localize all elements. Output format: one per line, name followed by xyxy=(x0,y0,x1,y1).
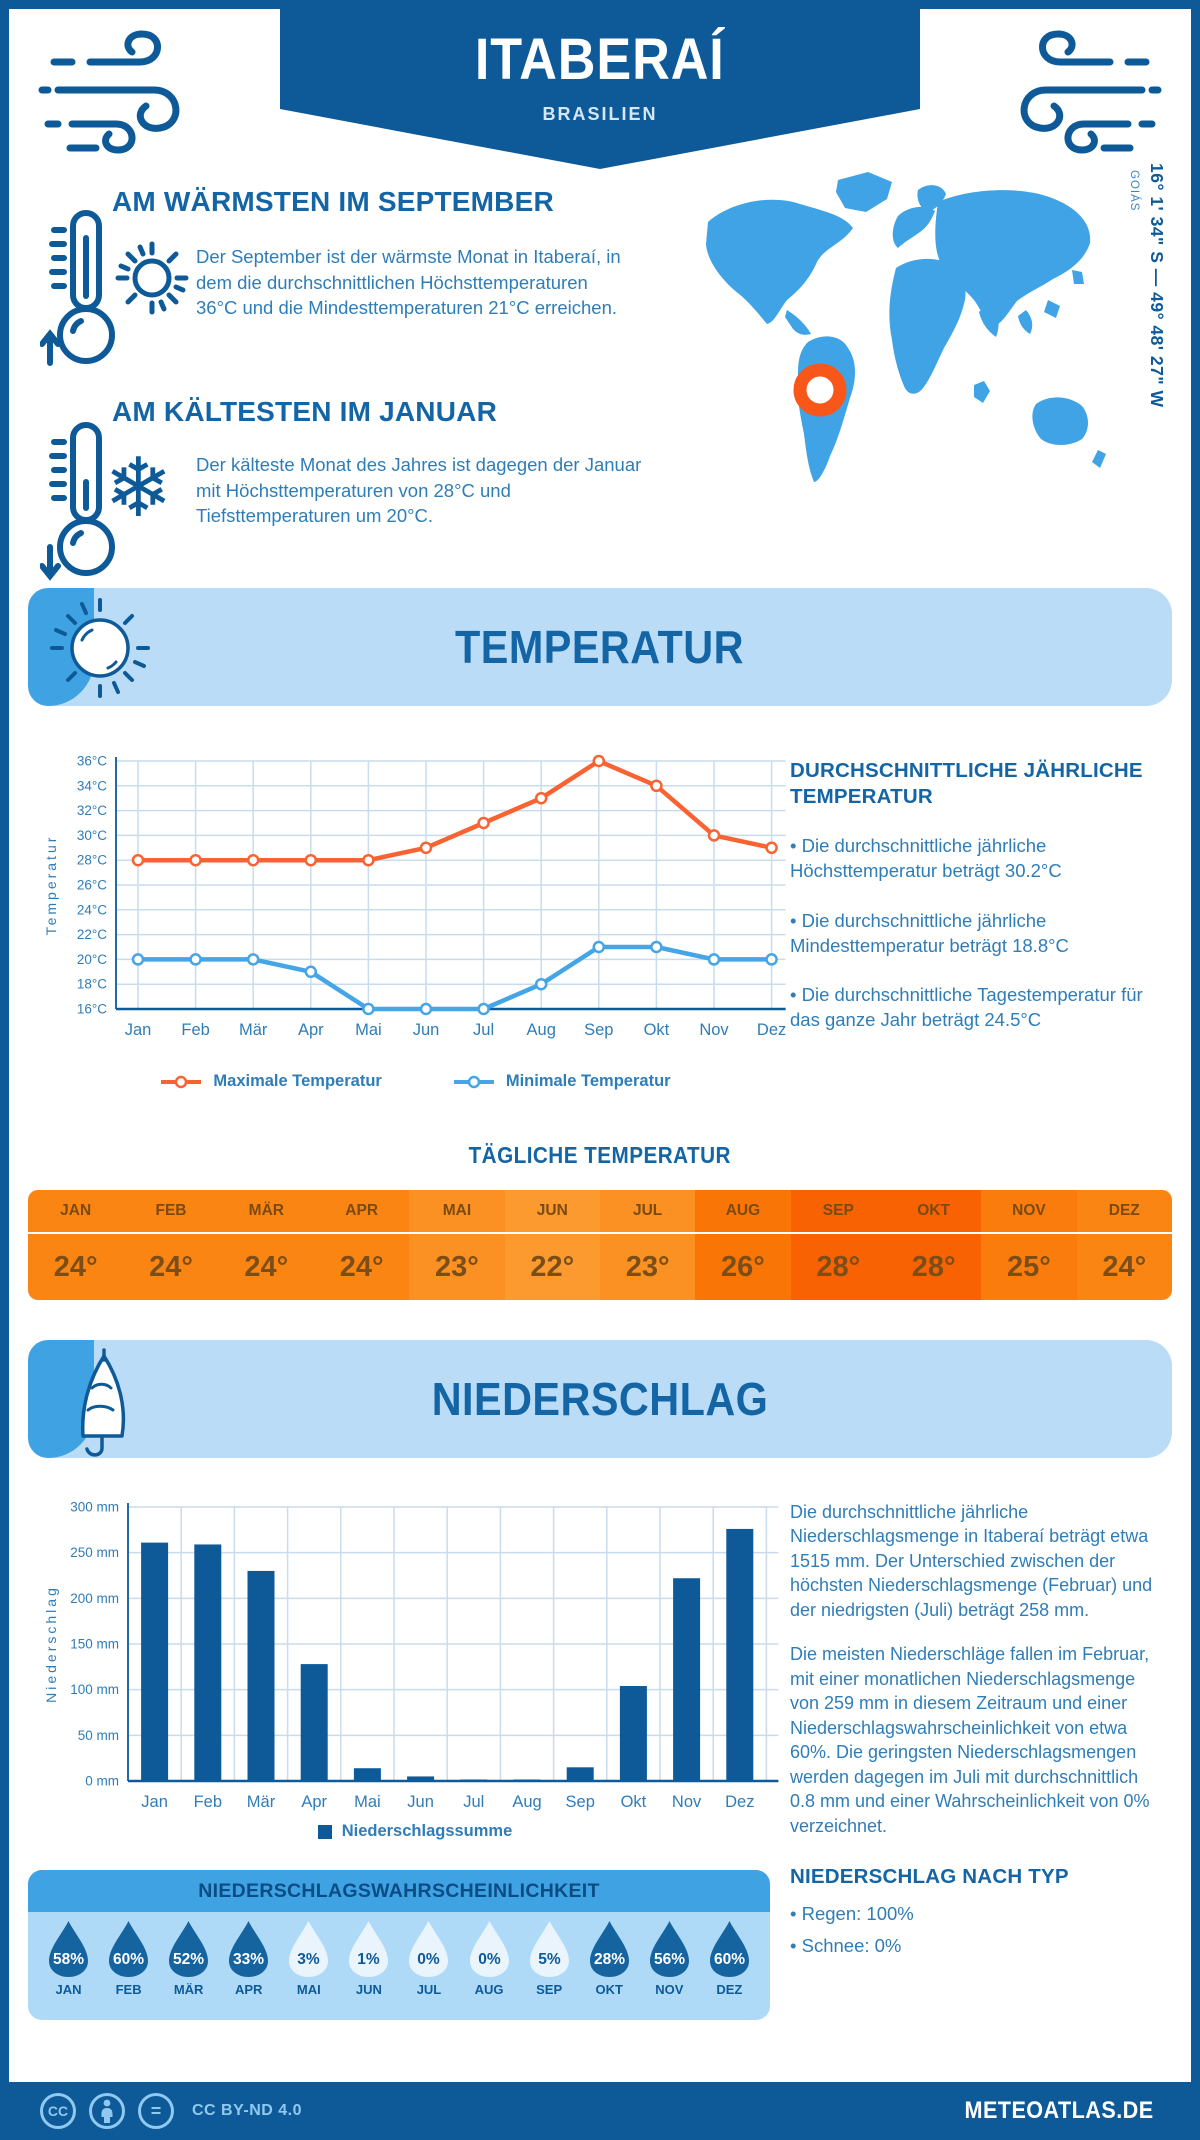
svg-text:30°C: 30°C xyxy=(76,827,107,843)
frame-right xyxy=(1191,0,1200,2140)
temperature-section-title: TEMPERATUR xyxy=(455,621,745,673)
probability-droplet-slot xyxy=(525,1920,574,1997)
daily-table-month: AUG xyxy=(695,1190,790,1234)
svg-text:Nov: Nov xyxy=(671,1793,702,1811)
list-item: Die meisten Niederschläge fallen im Februar, mit einer monatlichen Niederschlagsmenge von 259 mm in diesem Zeitraum und einer Niederschlagswahrscheinlichkeit von etwa 60%. Die geringsten Niederschlagsmengen werden dagegen im Juli mit durchschnittlich 0.8 mm und einer Wahrscheinlichkeit von 0% verzeichnet. xyxy=(790,1644,1150,1836)
annual-temperature-bullets xyxy=(790,833,1168,1032)
probability-droplet-slot xyxy=(164,1920,213,1997)
probability-month-label: JUL xyxy=(416,1982,442,1997)
svg-text:300 mm: 300 mm xyxy=(70,1499,119,1515)
daily-table-month: MAI xyxy=(409,1190,504,1234)
svg-text:1%: 1% xyxy=(357,1951,381,1968)
page-subtitle: BRASILIEN xyxy=(542,104,658,124)
world-map xyxy=(690,150,1130,525)
svg-text:33%: 33% xyxy=(233,1951,265,1968)
svg-text:5%: 5% xyxy=(537,1951,561,1968)
legend-item: Niederschlagssumme xyxy=(318,1822,513,1841)
daily-table-month: FEB xyxy=(123,1190,218,1234)
svg-text:Apr: Apr xyxy=(301,1793,328,1811)
svg-text:3%: 3% xyxy=(297,1951,321,1968)
svg-text:250 mm: 250 mm xyxy=(70,1545,119,1561)
frame-top xyxy=(0,0,1200,9)
coldest-text: Der kälteste Monat des Jahres ist dagegen der Januar mit Höchsttemperaturen von 28°C und Tiefsttemperaturen um 20°C. xyxy=(196,454,642,527)
license-label: CC BY-ND 4.0 xyxy=(192,2102,303,2119)
daily-table-column xyxy=(791,1190,886,1300)
probability-month-label: OKT xyxy=(595,1982,623,1997)
probability-droplet-slot xyxy=(104,1920,153,1997)
svg-text:Okt: Okt xyxy=(620,1793,647,1811)
probability-month-label: SEP xyxy=(536,1982,563,1997)
svg-text:60%: 60% xyxy=(113,1951,145,1968)
svg-text:Mär: Mär xyxy=(238,1021,268,1039)
raindrop-icon xyxy=(646,1920,693,1978)
svg-text:22°C: 22°C xyxy=(76,927,107,943)
svg-text:16°C: 16°C xyxy=(76,1001,107,1017)
svg-text:60%: 60% xyxy=(713,1951,745,1968)
daily-table-value: 28° xyxy=(911,1250,956,1283)
daily-table-column xyxy=(600,1190,695,1300)
raindrop-icon xyxy=(586,1920,633,1978)
daily-table-month: OKT xyxy=(886,1190,981,1234)
daily-temperature-title: TÄGLICHE TEMPERATUR xyxy=(468,1142,732,1168)
probability-month-label: APR xyxy=(235,1982,263,1997)
sun-banner-icon xyxy=(48,596,152,700)
svg-text:26°C: 26°C xyxy=(76,877,107,893)
probability-month-label: MÄR xyxy=(173,1982,204,1997)
svg-text:34°C: 34°C xyxy=(76,778,107,794)
precipitation-probability-title: NIEDERSCHLAGSWAHRSCHEINLICHKEIT xyxy=(28,1870,770,1912)
svg-text:56%: 56% xyxy=(653,1951,685,1968)
region-label: GOIÁS xyxy=(1128,170,1140,212)
svg-text:Sep: Sep xyxy=(565,1793,595,1811)
svg-text:Nov: Nov xyxy=(699,1021,729,1039)
precipitation-text-block xyxy=(790,1500,1168,1962)
daily-table-column xyxy=(314,1190,409,1300)
probability-droplet-slot xyxy=(404,1920,453,1997)
list-item: • Schnee: 0% xyxy=(790,1935,902,1957)
svg-text:0 mm: 0 mm xyxy=(85,1773,119,1789)
daily-table-month: NOV xyxy=(981,1190,1076,1234)
svg-text:Dez: Dez xyxy=(725,1793,755,1811)
list-item: Die durchschnittliche jährliche Niederschlagsmenge in Itaberaí beträgt etwa 1515 mm. Der Unterschied zwischen der höchsten Niederschlagsmenge (Februar) und der niedrigsten (Juli) beträgt 258 mm. xyxy=(790,1502,1153,1620)
svg-text:Jan: Jan xyxy=(124,1021,152,1039)
svg-text:28%: 28% xyxy=(593,1951,625,1968)
frame-left xyxy=(0,0,9,2140)
probability-month-label: FEB xyxy=(115,1982,142,1997)
probability-droplet-slot xyxy=(585,1920,634,1997)
svg-text:100 mm: 100 mm xyxy=(70,1682,119,1698)
daily-table-value: 24° xyxy=(1102,1250,1147,1283)
svg-text:0%: 0% xyxy=(477,1951,501,1968)
raindrop-icon xyxy=(225,1920,272,1978)
svg-text:Sep: Sep xyxy=(584,1021,614,1039)
daily-table-value: 23° xyxy=(625,1250,670,1283)
daily-table-value: 22° xyxy=(530,1250,575,1283)
raindrop-icon xyxy=(526,1920,573,1978)
precipitation-chart xyxy=(40,1485,790,1815)
svg-text:Niederschlag: Niederschlag xyxy=(43,1585,59,1703)
temperature-chart xyxy=(40,745,790,1057)
daily-table-value: 23° xyxy=(435,1250,479,1283)
warmest-heading: AM WÄRMSTEN IM SEPTEMBER xyxy=(112,186,554,217)
daily-table-month: MÄR xyxy=(219,1190,314,1234)
daily-table-column xyxy=(981,1190,1076,1300)
precipitation-probability-panel xyxy=(28,1870,770,2020)
svg-text:24°C: 24°C xyxy=(76,902,107,918)
coordinates-label: 16° 1' 34" S — 49° 48' 27" W xyxy=(1147,163,1167,408)
svg-text:Mai: Mai xyxy=(355,1021,382,1039)
svg-text:18°C: 18°C xyxy=(76,976,107,992)
raindrop-icon xyxy=(105,1920,152,1978)
list-item: • Die durchschnittliche Tagestemperatur für das ganze Jahr beträgt 24.5°C xyxy=(790,983,1143,1031)
daily-table-value: 25° xyxy=(1007,1250,1051,1283)
raindrop-icon xyxy=(285,1920,332,1978)
svg-text:36°C: 36°C xyxy=(76,753,107,769)
daily-table-value: 24° xyxy=(53,1250,98,1283)
raindrop-icon xyxy=(466,1920,513,1978)
daily-table-column xyxy=(1077,1190,1172,1300)
svg-text:150 mm: 150 mm xyxy=(70,1636,119,1652)
precipitation-probability-droplets xyxy=(28,1912,770,1997)
svg-text:Temperatur: Temperatur xyxy=(43,834,59,936)
probability-droplet-slot xyxy=(645,1920,694,1997)
probability-month-label: AUG xyxy=(474,1982,504,1997)
probability-month-label: NOV xyxy=(655,1982,684,1997)
annual-temperature-heading: DURCHSCHNITTLICHE JÄHRLICHE TEMPERATUR xyxy=(790,759,1143,808)
daily-table-column xyxy=(28,1190,123,1300)
daily-table-month: JUN xyxy=(505,1190,600,1234)
svg-text:Jul: Jul xyxy=(463,1793,485,1811)
svg-text:Mai: Mai xyxy=(354,1793,381,1811)
list-item: • Regen: 100% xyxy=(790,1902,914,1924)
daily-table-value: 28° xyxy=(816,1250,861,1283)
precipitation-section-title: NIEDERSCHLAG xyxy=(431,1373,769,1425)
svg-text:Jun: Jun xyxy=(412,1021,440,1039)
daily-table-value: 24° xyxy=(339,1250,384,1283)
precipitation-paragraphs xyxy=(790,1500,1168,1838)
precipitation-by-type-bullets xyxy=(790,1898,1168,1963)
svg-text:Jul: Jul xyxy=(473,1021,495,1039)
annual-temperature-block xyxy=(790,758,1168,1032)
cc-icons xyxy=(40,2093,174,2129)
warmest-text: Der September ist der wärmste Monat in Itaberaí, in dem die durchschnittlichen Höchsttemperaturen 36°C und die Mindesttemperaturen 21°C erreichen. xyxy=(196,246,621,319)
daily-table-month: SEP xyxy=(791,1190,886,1234)
daily-table-month: DEZ xyxy=(1077,1190,1172,1234)
snowflake-icon: ❄ xyxy=(104,443,173,534)
svg-text:58%: 58% xyxy=(52,1951,85,1968)
daily-table-column xyxy=(409,1190,504,1300)
raindrop-icon xyxy=(165,1920,212,1978)
svg-text:Feb: Feb xyxy=(193,1793,223,1811)
probability-droplet-slot xyxy=(284,1920,333,1997)
daily-table-value: 26° xyxy=(721,1250,765,1283)
precipitation-by-type-heading: NIEDERSCHLAG NACH TYP xyxy=(790,1865,1069,1889)
raindrop-icon xyxy=(45,1920,92,1978)
legend-item: Maximale Temperatur xyxy=(159,1072,381,1091)
probability-month-label: JUN xyxy=(355,1982,382,1997)
svg-text:200 mm: 200 mm xyxy=(70,1590,119,1606)
svg-text:20°C: 20°C xyxy=(76,951,107,967)
probability-droplet-slot xyxy=(465,1920,514,1997)
raindrop-icon xyxy=(405,1920,452,1978)
raindrop-icon xyxy=(706,1920,753,1978)
sun-icon xyxy=(112,238,192,318)
svg-text:Apr: Apr xyxy=(297,1021,324,1039)
probability-month-label: DEZ xyxy=(716,1982,743,1997)
umbrella-icon xyxy=(52,1348,152,1460)
probability-month-label: JAN xyxy=(55,1982,82,1997)
cc-by-person-icon xyxy=(89,2093,125,2129)
daily-table-column xyxy=(505,1190,600,1300)
svg-text:Jun: Jun xyxy=(407,1793,434,1811)
daily-table-column xyxy=(219,1190,314,1300)
coldest-heading: AM KÄLTESTEN IM JANUAR xyxy=(112,396,497,427)
wind-icon-right xyxy=(962,20,1162,170)
list-item: • Die durchschnittliche jährliche Höchsttemperatur beträgt 30.2°C xyxy=(790,835,1062,882)
svg-text:Dez: Dez xyxy=(756,1021,787,1039)
list-item: • Die durchschnittliche jährliche Mindesttemperatur beträgt 18.8°C xyxy=(790,909,1069,956)
site-label: METEOATLAS.DE xyxy=(964,2097,1154,2124)
daily-table-month: JAN xyxy=(28,1190,123,1234)
svg-text:32°C: 32°C xyxy=(76,803,107,819)
svg-text:52%: 52% xyxy=(173,1951,205,1968)
svg-text:0%: 0% xyxy=(417,1951,441,1968)
daily-table-month: APR xyxy=(314,1190,409,1234)
svg-text:28°C: 28°C xyxy=(76,852,107,868)
daily-temperature-table xyxy=(28,1190,1172,1300)
legend-item: Minimale Temperatur xyxy=(452,1072,671,1091)
temperature-section-banner xyxy=(28,588,1172,706)
probability-droplet-slot xyxy=(44,1920,93,1997)
probability-droplet-slot xyxy=(705,1920,754,1997)
precipitation-section-banner xyxy=(28,1340,1172,1458)
daily-table-column xyxy=(886,1190,981,1300)
wind-icon-left xyxy=(38,20,238,170)
daily-table-month: JUL xyxy=(600,1190,695,1234)
raindrop-icon xyxy=(345,1920,392,1978)
daily-table-column xyxy=(695,1190,790,1300)
svg-text:Aug: Aug xyxy=(526,1021,556,1039)
precipitation-chart-legend xyxy=(40,1822,790,1841)
page-title: ITABERAÍ xyxy=(475,27,725,92)
probability-droplet-slot xyxy=(344,1920,393,1997)
svg-text:Jan: Jan xyxy=(141,1793,168,1811)
svg-text:Okt: Okt xyxy=(643,1021,670,1039)
probability-droplet-slot xyxy=(224,1920,273,1997)
daily-table-value: 24° xyxy=(244,1250,289,1283)
temperature-chart-legend xyxy=(40,1072,790,1091)
daily-table-value: 24° xyxy=(149,1250,193,1283)
probability-month-label: MAI xyxy=(296,1982,321,1997)
cc-icon: CC xyxy=(40,2093,76,2129)
svg-text:Mär: Mär xyxy=(246,1793,276,1811)
svg-text:Feb: Feb xyxy=(181,1021,210,1039)
footer-bar xyxy=(0,2082,1200,2140)
svg-text:Aug: Aug xyxy=(512,1793,542,1811)
cc-nd-equals-icon: = xyxy=(138,2093,174,2129)
svg-text:50 mm: 50 mm xyxy=(77,1727,119,1743)
daily-table-column xyxy=(123,1190,218,1300)
